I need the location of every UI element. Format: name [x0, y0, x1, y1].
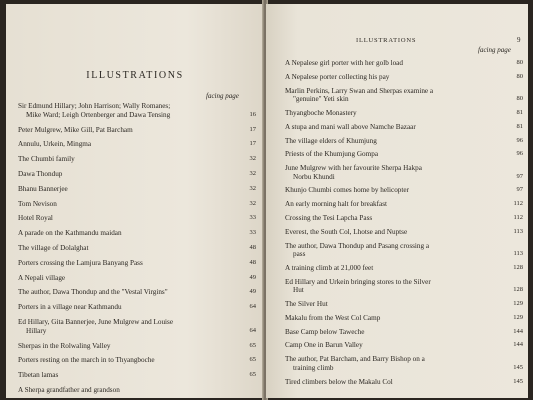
list-item — [18, 200, 256, 209]
list-item — [285, 150, 523, 159]
list-item — [285, 228, 523, 237]
list-item — [285, 278, 523, 295]
illustration-caption — [18, 244, 236, 253]
caption-text: Priests of the Khumjung Gompa — [285, 150, 379, 159]
caption-text: Ed Hillary, Gita Bannerjee, June Mulgrew and Louise — [18, 317, 174, 326]
page-reference: 32 — [249, 169, 256, 177]
facing-page-label: facing page — [478, 46, 511, 54]
page-reference: 65 — [249, 341, 256, 349]
page-reference: 49 — [249, 288, 256, 296]
list-item — [285, 137, 523, 146]
caption-text: The Silver Hut — [285, 300, 328, 309]
page-reference: 112 — [513, 214, 523, 221]
list-item — [285, 87, 523, 104]
list-item — [18, 274, 256, 283]
illustration-caption — [18, 140, 236, 149]
illustration-caption — [18, 126, 236, 135]
page-reference: 129 — [513, 300, 523, 308]
page-reference: 65 — [249, 371, 256, 379]
caption-text: Camp One in Barun Valley — [285, 341, 363, 350]
caption-text: Sherpas in the Rolwaling Valley — [18, 341, 111, 350]
illustration-caption — [18, 342, 236, 351]
illustration-caption — [285, 214, 503, 223]
page-reference: 80 — [516, 59, 523, 66]
caption-text: Hotel Royal — [18, 214, 53, 223]
running-head: ILLUSTRATIONS — [356, 37, 417, 44]
illustration-caption — [18, 259, 236, 268]
list-item — [18, 356, 256, 365]
page-reference: 144 — [513, 341, 523, 349]
illustration-caption — [285, 378, 503, 387]
caption-continuation: Mike Ward; Leigh Ortenberger and Dawa Tensing — [26, 110, 171, 119]
list-item — [285, 73, 523, 82]
list-item — [285, 341, 523, 350]
page-reference: 32 — [249, 199, 256, 207]
list-item — [285, 200, 523, 209]
caption-text: A training climb at 21,000 feet — [285, 263, 374, 272]
illustration-caption — [18, 356, 236, 365]
list-item — [18, 318, 256, 336]
caption-continuation: pass — [293, 250, 306, 259]
page-reference: 128 — [513, 286, 523, 294]
list-item — [285, 378, 523, 387]
caption-text: The author, Dawa Thondup and the "Vestal Virgins" — [18, 288, 168, 297]
list-item — [285, 59, 523, 68]
list-item — [285, 264, 523, 273]
list-item — [18, 229, 256, 238]
page-reference: 81 — [516, 108, 523, 116]
page-reference: 32 — [249, 155, 256, 163]
page-reference: 129 — [513, 313, 523, 321]
list-item — [285, 314, 523, 323]
caption-text: Porters resting on the march in to Thyangboche — [18, 356, 155, 365]
illustration-caption — [18, 274, 236, 283]
caption-text: Ed Hillary and Urkein bringing stores to the Silver — [285, 277, 431, 286]
left-page — [6, 4, 264, 398]
illustration-caption — [285, 242, 503, 259]
caption-text: Peter Mulgrew, Mike Gill, Pat Barcham — [18, 125, 133, 134]
illustration-caption — [285, 87, 503, 104]
caption-text: The author, Dawa Thondup and Pasang crossing a — [285, 241, 430, 250]
illustration-caption — [18, 214, 236, 223]
page-reference: 112 — [513, 200, 523, 208]
page-reference: 64 — [249, 303, 256, 311]
page-reference: 97 — [516, 186, 523, 194]
caption-text: Everest, the South Col, Lhotse and Nuptse — [285, 227, 408, 236]
page-reference: 145 — [513, 363, 523, 371]
caption-text: The Chumbi family — [18, 155, 75, 164]
illustration-caption — [285, 228, 503, 237]
page-reference: 113 — [513, 227, 523, 235]
illustration-caption — [285, 264, 503, 273]
illustration-caption — [18, 229, 236, 238]
list-item — [285, 300, 523, 309]
page-reference: 33 — [249, 214, 256, 222]
illustration-caption — [285, 137, 503, 146]
caption-text: The village elders of Khumjung — [285, 136, 377, 145]
list-item — [18, 140, 256, 149]
page-reference: 49 — [249, 273, 256, 281]
list-item — [18, 214, 256, 223]
caption-text: A stupa and mani wall above Namche Bazaar — [285, 122, 416, 131]
illustration-caption — [285, 150, 503, 159]
page-reference: 33 — [249, 229, 256, 237]
page-reference: 17 — [249, 140, 256, 148]
list-item — [285, 355, 523, 372]
caption-text: A parade on the Kathmandu maidan — [18, 229, 122, 238]
page-reference: 97 — [516, 172, 523, 180]
page-reference: 96 — [516, 136, 523, 144]
page-reference: 144 — [513, 327, 523, 335]
caption-text: Khunjo Chumbi comes home by helicopter — [285, 186, 409, 195]
illustration-list — [18, 102, 256, 398]
illustration-caption — [285, 186, 503, 195]
page-reference: 96 — [516, 150, 523, 158]
illustration-caption — [18, 155, 236, 164]
page-reference: 32 — [249, 184, 256, 192]
caption-text: Tired climbers below the Makalu Col — [285, 377, 393, 386]
page-reference: 145 — [513, 377, 523, 385]
caption-text: June Mulgrew with her favourite Sherpa Hakpa — [285, 164, 422, 173]
caption-text: The village of Dolalghat — [18, 243, 89, 252]
caption-text: Base Camp below Taweche — [285, 327, 365, 336]
caption-text: An early morning halt for breakfast — [285, 200, 387, 209]
page-reference: 48 — [249, 258, 256, 266]
list-item — [18, 155, 256, 164]
illustration-caption — [285, 300, 503, 309]
list-item — [18, 386, 256, 395]
page-reference: 16 — [249, 110, 256, 118]
caption-text: Bhanu Bannerjee — [18, 184, 68, 193]
caption-text: Porters crossing the Lamjura Banyang Pass — [18, 258, 143, 267]
caption-continuation: Hillary — [26, 326, 47, 335]
illustration-caption — [285, 341, 503, 350]
caption-text: The author, Pat Barcham, and Barry Bishop on a — [285, 355, 425, 364]
illustration-caption — [285, 109, 503, 118]
illustration-caption — [285, 278, 503, 295]
caption-text: Annulu, Urkein, Mingma — [18, 140, 92, 149]
page-title: ILLUSTRATIONS — [86, 70, 184, 81]
illustration-caption — [285, 314, 503, 323]
illustration-caption — [18, 386, 236, 395]
caption-text: Crossing the Tesi Lapcha Pass — [285, 214, 373, 222]
illustration-caption — [18, 185, 236, 194]
illustration-caption — [18, 303, 236, 312]
illustration-caption — [285, 59, 503, 68]
page-reference: 80 — [516, 95, 523, 103]
list-item — [18, 185, 256, 194]
illustration-caption — [285, 164, 503, 181]
page-reference: 113 — [513, 250, 523, 258]
caption-text: Tom Nevison — [18, 199, 57, 208]
page-reference: 48 — [249, 243, 256, 251]
caption-continuation: Norbu Khundi — [293, 172, 335, 181]
caption-text: Tibetan lamas — [18, 371, 59, 380]
list-item — [18, 303, 256, 312]
page-number: 9 — [517, 36, 521, 44]
caption-continuation: training climb — [293, 363, 334, 372]
caption-text: Porters in a village near Kathmandu — [18, 303, 122, 312]
illustration-caption — [285, 123, 503, 132]
right-page — [266, 4, 528, 398]
caption-continuation: Hut — [293, 286, 304, 295]
list-item — [285, 123, 523, 132]
list-item — [18, 371, 256, 380]
page-reference: 17 — [249, 125, 256, 133]
list-item — [18, 288, 256, 297]
list-item — [285, 328, 523, 337]
list-item — [18, 342, 256, 351]
page-reference: 64 — [249, 326, 256, 334]
caption-text: A Sherpa grandfather and grandson — [18, 385, 120, 394]
illustration-caption — [285, 355, 503, 372]
list-item — [285, 164, 523, 181]
illustration-caption — [18, 200, 236, 209]
illustration-list — [285, 59, 523, 391]
list-item — [18, 126, 256, 135]
facing-page-label: facing page — [206, 92, 239, 100]
caption-text: A Nepalese girl porter with her golb load — [285, 59, 403, 67]
illustration-caption — [18, 170, 236, 179]
list-item — [18, 244, 256, 253]
caption-text: Dawa Thondup — [18, 169, 63, 178]
illustration-caption — [285, 328, 503, 337]
caption-text: Makalu from the West Col Camp — [285, 313, 381, 322]
illustration-caption — [285, 200, 503, 209]
caption-text: A Nepalese porter collecting his pay — [285, 72, 390, 81]
page-reference: 80 — [516, 72, 523, 80]
caption-text: Sir Edmund Hillary; John Harrison; Wally Romanes; — [18, 102, 171, 110]
page-reference: 81 — [516, 122, 523, 130]
list-item — [18, 170, 256, 179]
list-item — [285, 109, 523, 118]
illustration-caption — [285, 73, 503, 82]
list-item — [285, 186, 523, 195]
caption-text: A Nepali village — [18, 273, 66, 282]
list-item — [285, 242, 523, 259]
caption-text: Thyangboche Monastery — [285, 108, 357, 117]
list-item — [18, 102, 256, 120]
caption-text: Marlin Perkins, Larry Swan and Sherpas examine a — [285, 86, 434, 95]
list-item — [285, 214, 523, 223]
list-item — [18, 259, 256, 268]
illustration-caption — [18, 102, 236, 120]
page-reference: 65 — [249, 356, 256, 364]
illustration-caption — [18, 288, 236, 297]
illustration-caption — [18, 318, 236, 336]
illustration-caption — [18, 371, 236, 380]
caption-continuation: "genuine" Yeti skin — [293, 95, 349, 104]
page-reference: 128 — [513, 263, 523, 271]
